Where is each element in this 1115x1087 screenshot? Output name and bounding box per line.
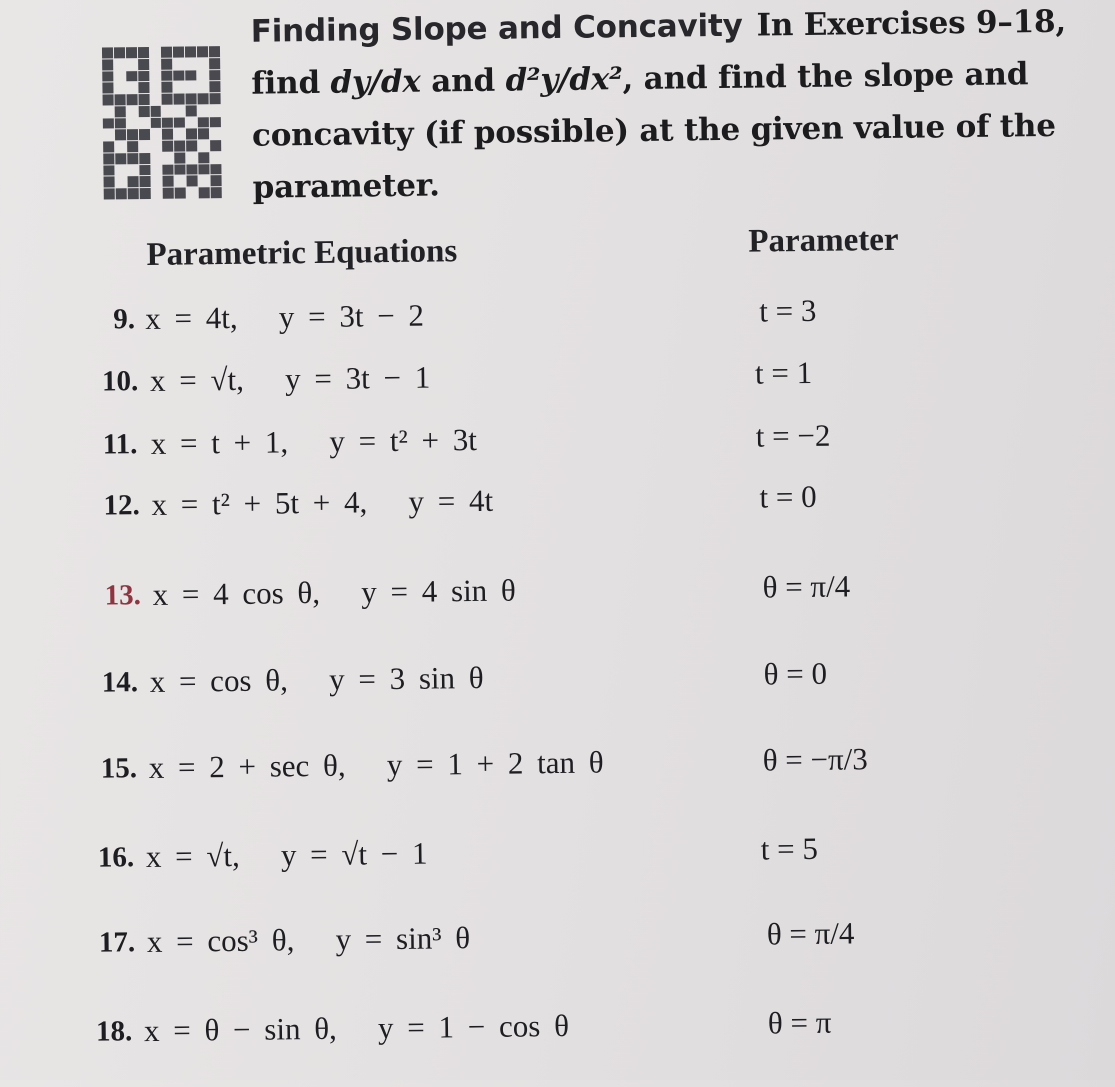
exercise-instructions bbox=[250, 0, 1082, 214]
exercise-number: 11. bbox=[102, 428, 138, 461]
instructions-part-2: , and find the slope and concavity (if possible) at the given value of the parameter. bbox=[251, 56, 1057, 206]
exercise-number: 9. bbox=[113, 303, 136, 336]
parametric-equations: x = θ − sin θ, y = 1 − cos θ bbox=[143, 1007, 570, 1049]
parameter-value: t = 1 bbox=[754, 354, 813, 391]
exercise-number: 12. bbox=[103, 489, 140, 522]
exercise-number: 10. bbox=[101, 365, 139, 398]
section-topic: Finding Slope and Concavity bbox=[250, 7, 743, 50]
first-derivative-notation: dy/dx bbox=[330, 63, 421, 101]
parametric-equations: x = t + 1, y = t² + 3t bbox=[150, 421, 478, 461]
parameter-value: t = 3 bbox=[759, 292, 817, 329]
exercise-number: 17. bbox=[98, 926, 136, 959]
exercise-row bbox=[3, 738, 1115, 786]
exercise-row bbox=[6, 1001, 1115, 1049]
parametric-equations: x = 4t, y = 3t − 2 bbox=[145, 297, 425, 337]
parametric-equations: x = 4 cos θ, y = 4 sin θ bbox=[152, 572, 516, 612]
exercise-number: 18. bbox=[95, 1015, 133, 1048]
parameter-value: t = 0 bbox=[759, 478, 817, 515]
parametric-equations-heading: Parametric Equations bbox=[146, 233, 458, 273]
parametric-equations: x = √t, y = √t − 1 bbox=[145, 835, 428, 875]
exercise-row bbox=[0, 289, 1112, 337]
exercise-row bbox=[1, 652, 1115, 699]
parameter-value: θ = π/4 bbox=[762, 568, 851, 605]
parameter-heading: Parameter bbox=[748, 221, 899, 260]
qr-code-icon bbox=[102, 46, 222, 199]
parametric-equations: x = t² + 5t + 4, y = 4t bbox=[151, 482, 494, 522]
parametric-equations: x = cos³ θ, y = sin³ θ bbox=[146, 920, 471, 960]
parameter-value: θ = 0 bbox=[763, 655, 828, 692]
parameter-value: t = 5 bbox=[760, 830, 819, 867]
exercise-row bbox=[0, 475, 1114, 522]
exercise-row bbox=[5, 912, 1115, 960]
parametric-equations: x = cos θ, y = 3 sin θ bbox=[149, 659, 484, 699]
second-derivative-notation: d²y/dx² bbox=[505, 61, 623, 99]
exercise-row bbox=[0, 414, 1114, 461]
exercise-number: 13. bbox=[104, 579, 142, 612]
parametric-equations: x = √t, y = 3t − 1 bbox=[149, 359, 431, 398]
parameter-value: θ = π bbox=[767, 1004, 832, 1041]
instructions-part-1: In Exercises 9–18, find bbox=[251, 3, 1067, 102]
exercise-number: 16. bbox=[97, 841, 135, 874]
exercise-row bbox=[4, 827, 1115, 875]
parameter-value: t = −2 bbox=[755, 417, 831, 454]
parametric-equations: x = 2 + sec θ, y = 1 + 2 tan θ bbox=[148, 744, 604, 786]
instructions-and: and bbox=[420, 62, 506, 100]
exercise-number: 14. bbox=[101, 666, 139, 699]
exercise-row bbox=[0, 565, 1115, 612]
parameter-value: θ = −π/3 bbox=[762, 741, 869, 778]
exercise-row bbox=[0, 351, 1113, 398]
parameter-value: θ = π/4 bbox=[766, 915, 855, 952]
exercise-number: 15. bbox=[100, 752, 138, 785]
